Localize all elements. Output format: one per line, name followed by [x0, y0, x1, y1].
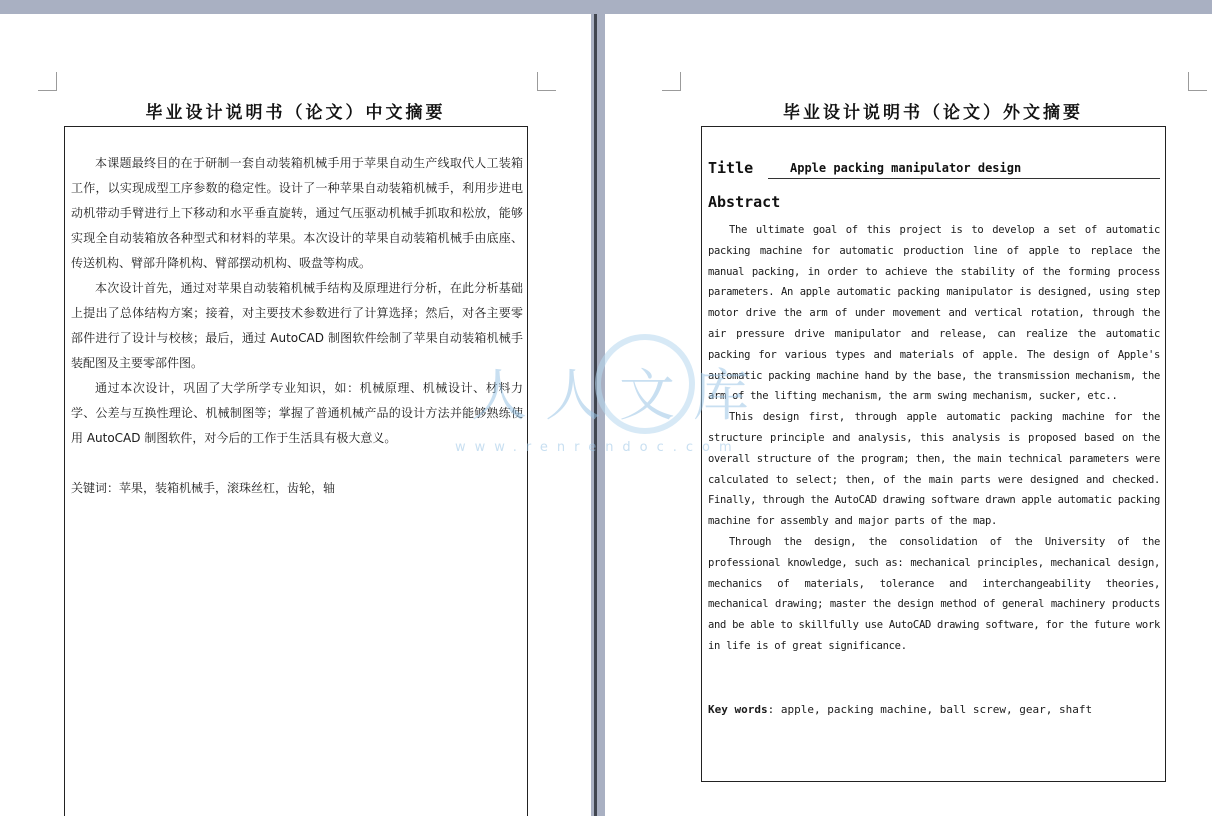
english-paragraph: The ultimate goal of this project is to develop a set of automatic packing machine for automatic production line of apple to replace the manual packing, in order to achieve the stability of the forming process parameters. An apple automatic packing manipulator is designed, using step motor drive the arm of under movement and vertical rotation, through the air pressure drive manipulator and release, can realize the automatic packing for various types and materials of apple. The design of Apple's automatic packing machine hand by the base, the transmission mechanism, the arm of the lifting mechanism, the arm swing mechanism, sucker, etc.. — [708, 224, 1160, 403]
keywords-label: Key words — [708, 703, 768, 716]
english-paragraph: This design first, through apple automatic packing machine for the structure principle and analysis, this analysis is proposed based on the overall structure of the program; then, the main technical parameters were calculated to select; then, of the main parts were designed and checked. Finally, through the AutoCAD drawing software drawn apple automatic packing machine for assembly and major parts of the map. — [708, 411, 1160, 528]
title-row — [708, 159, 1160, 185]
chinese-paragraph: 本次设计首先，通过对苹果自动装箱机械手结构及原理进行分析，在此分析基础上提出了总体结构方案；接着，对主要技术参数进行了计算选择；然后，对各主要零部件进行了设计与校核；最后，通过 AutoCAD 制图软件绘制了苹果自动装箱机械手装配图及主要零部件图。 — [71, 281, 523, 370]
margin-corner-mark — [38, 72, 57, 91]
page-shadow — [594, 14, 597, 816]
english-abstract-body — [708, 220, 1160, 657]
watermark-url: www.renrendoc.com — [455, 440, 741, 455]
chinese-abstract-box — [64, 126, 528, 816]
title-value: Apple packing manipulator design — [768, 161, 1160, 179]
english-paragraph: Through the design, the consolidation of the University of the professional knowledge, such as: mechanical principles, mechanical design, mechanics of materials, tolerance and interchangeability theories, mechanical drawing; master the design method of general machinery products and be able to skillfully use AutoCAD drawing software, for the future work in life is of great significance. — [708, 535, 1160, 652]
english-abstract-box — [701, 126, 1166, 782]
chinese-abstract-heading: 毕业设计说明书（论文）中文摘要 — [145, 103, 446, 123]
chinese-abstract-body — [71, 151, 523, 451]
margin-corner-mark — [537, 72, 556, 91]
margin-corner-mark — [1188, 72, 1207, 91]
title-label: Title — [708, 159, 754, 177]
english-abstract-heading: 毕业设计说明书（论文）外文摘要 — [783, 103, 1083, 123]
abstract-label: Abstract — [708, 193, 781, 211]
margin-corner-mark — [662, 72, 681, 91]
watermark-brand: 人人文库 — [471, 364, 767, 429]
page-separator — [591, 14, 605, 816]
chinese-paragraph: 本课题最终目的在于研制一套自动装箱机械手用于苹果自动生产线取代人工装箱工作，以实现成型工序参数的稳定性。设计了一种苹果自动装箱机械手，利用步进电动机带动手臂进行上下移动和水平垂直旋转，通过气压驱动机械手抓取和松放，能够实现全自动装箱放各种型式和材料的苹果。本次设计的苹果自动装箱机械手由底座、传送机构、臂部升降机构、臂部摆动机构、吸盘等构成。 — [71, 156, 523, 270]
chinese-paragraph: 通过本次设计，巩固了大学所学专业知识，如：机械原理、机械设计、材料力学、公差与互换性理论、机械制图等；掌握了普通机械产品的设计方法并能够熟练使用 AutoCAD 制图软件，对今后的工作于生活具有极大意义。 — [71, 381, 523, 445]
page-english-abstract — [605, 14, 1212, 816]
keywords-value: : apple, packing machine, ball screw, gear, shaft — [767, 703, 1093, 716]
page-chinese-abstract — [0, 14, 591, 816]
chinese-keywords: 关键词：苹果，装箱机械手，滚珠丝杠，齿轮，轴 — [71, 481, 336, 495]
english-keywords — [708, 703, 1092, 716]
